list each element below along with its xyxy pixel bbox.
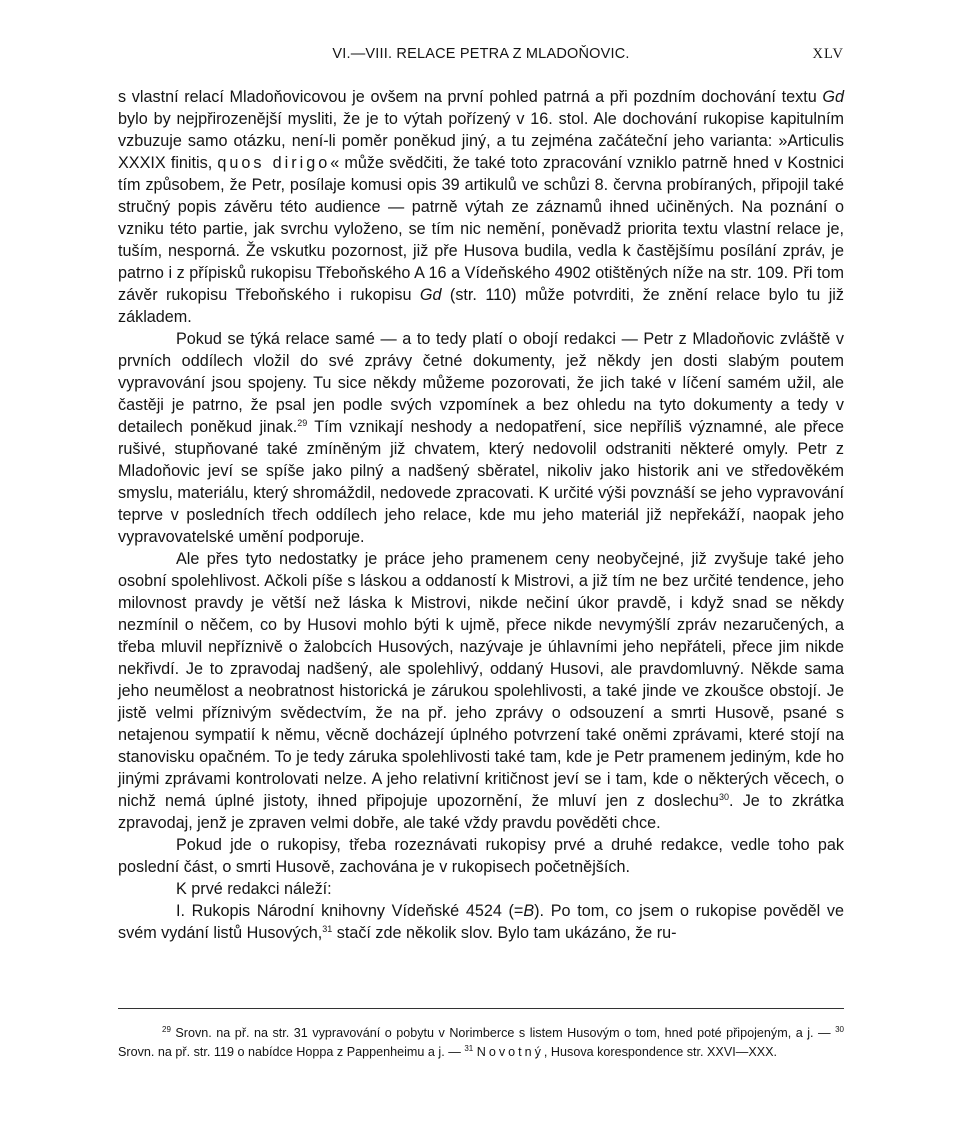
- text-run: « může svědčiti, že také toto zpracování vzniklo patrně hned v Kostnici tím způsobem, že Petr, posílaje komusi opis 39 artikulů ve schůzi 8. června probíraných, připojil také stručný popis závěru této audience — patrně výtah ze záznamů ihned učiněných. Na poznání o vzniku této partie, jak svrchu vyloženo, se tím nic nemění, poněvadž priorita textu vlastní relace je, tuším, nesporná. Že vskutku pozornost, již pře Husova budila, vedla k častějšímu posílání zpráv, je patrno i z přípisků rukopisu Třeboňského A 16 a Vídeňského 4902 otištěných níže na str. 109. Při tom závěr rukopisu Třeboňského i rukopisu: [118, 154, 844, 304]
- paragraph: [118, 878, 844, 900]
- text-run: K prvé redakci náleží:: [176, 880, 332, 898]
- footnote-paragraph: [118, 1024, 844, 1062]
- spaced-text: Novotný: [476, 1045, 544, 1059]
- footnote-ref: 31: [322, 924, 333, 934]
- text-run: , Husova korespondence str. XXVI—XXX.: [543, 1045, 778, 1059]
- paragraph: [118, 86, 844, 328]
- text-run: Srovn. na př. na str. 31 vypravování o pobytu v Norimberce s listem Husovým o tom, hned poté připojeným, a j. —: [170, 1026, 836, 1040]
- text-run: bylo by nejpřirozenější mysliti, že je to výtah pořízený v 16. stol. Ale dochování rukopise kapitulním vzbuzuje samo otázku, není-li poměr poněkud jiný, a tu zejména začáteční jeho varianta: »Articulis XXXIX finitis,: [118, 110, 844, 172]
- paragraph: [118, 328, 844, 548]
- italic-text: Gd: [822, 88, 844, 106]
- text-run: . Je to zkrátka zpravodaj, jenž je zpraven velmi dobře, ale také vždy pravdu pověděti chce.: [118, 792, 844, 832]
- page-number: XLV: [812, 46, 844, 62]
- text-run: Tím vznikají neshody a nedopatření, sice nepříliš významné, ale přece rušivé, stupňované také zmíněným již chvatem, který nedovolil odstraniti některé omyly. Petr z Mladoňovic jeví se spíše jako pilný a nadšený sběratel, nikoliv jako historik ani ve středověkém smyslu, materiálu, který shromáždil, nedovede zpracovati. K určité výši povznáší se jeho vypravování teprve v posledních třech oddílech jeho relace, kde mu jeho materiál již nepřekáží, naopak jeho vypravovatelské umění podporuje.: [118, 418, 844, 546]
- footnote-ref: 30: [835, 1025, 844, 1034]
- header-title: VI.—VIII. RELACE PETRA Z MLADOŇOVIC.: [332, 46, 630, 62]
- italic-text: B: [523, 902, 535, 920]
- body-text: [118, 86, 844, 944]
- text-run: (str. 110) může potvrditi, že znění relace bylo tu již základem.: [118, 286, 844, 326]
- paragraph: [118, 834, 844, 878]
- text-run: Pokud se týká relace samé — a to tedy platí o obojí redakci — Petr z Mladoňovic zvláště v prvních oddílech vložil do své zprávy četné dokumenty, jež někdy jen dosti slabým poutem vypravování jsou spojeny. Tu sice někdy můžeme pozorovati, že jich také v líčení samém užil, ale častěji je patrno, že psal jen podle svých vzpomínek a bez ohledu na tyto dokumenty a tedy v detailech poněkud jinak.: [118, 330, 844, 436]
- italic-text: Gd: [419, 286, 442, 304]
- text-run: I. Rukopis Národní knihovny Vídeňské 4524 (=: [176, 902, 524, 920]
- footnote-ref: 29: [162, 1025, 171, 1034]
- text-run: stačí zde několik slov. Bylo tam ukázáno, že ru-: [332, 924, 677, 942]
- text-run: Ale přes tyto nedostatky je práce jeho pramenem ceny neobyčejné, již zvyšuje také jeho osobní spolehlivost. Ačkoli píše s láskou a oddaností k Mistrovi, a již tím ne bez určité tendence, jeho milovnost pravdy je větší než láska k Mistrovi, nikde nečiní úkor pravdě, i když snad se někdy nezmínil o něčem, co by Husovi mohlo býti k ujmě, přece nikde nevymýšlí zpráv nezaručených, a třeba mluvil nepříznivě o žalobcích Husových, nazývaje je úhlavními jeho nepřáteli, přece jim nikde nekřivdí. Je to zpravodaj nadšený, ale spolehlivý, oddaný Husovi, ale pravdomluvný. Někde sama jeho neumělost a neobratnost historická je zárukou spolehlivosti, a také jinde ve zkoušce obstojí. Je jistě velmi příznivým svědectvím, že na př. jeho zprávy o odsouzení a smrti Husově, psané s netajenou sympatií k němu, věcně docházejí úplného potvrzení také oněmi zprávami, které stojí na stanovisku opačném. To je tedy záruka spolehlivosti také tam, kde je Petr pramenem jediným, kde ho jinými zprávami kontrolovati nelze. A jeho relativní kritičnost jeví se i tam, kde o některých věcech, o nichž nemá úplné jistoty, ihned připojuje upozornění, že mluví jen z doslechu: [118, 550, 844, 810]
- footnote-ref: 30: [718, 792, 729, 802]
- spaced-text: quos dirigo: [217, 154, 331, 172]
- footnote-divider: [118, 1008, 844, 1009]
- text-run: ). Po tom, co jsem o rukopise pověděl ve svém vydání listů Husových,: [118, 902, 844, 942]
- footnote-ref: 31: [464, 1044, 474, 1053]
- footnotes: [118, 1024, 844, 1062]
- running-header: [118, 46, 844, 70]
- footnote-ref: 29: [297, 418, 308, 428]
- paragraph: [118, 548, 844, 834]
- text-run: Pokud jde o rukopisy, třeba rozeznávati rukopisy prvé a druhé redakce, vedle toho pak poslední část, o smrti Husově, zachována je v rukopisech početnějších.: [118, 836, 844, 876]
- paragraph: [118, 900, 844, 944]
- text-run: s vlastní relací Mladoňovicovou je ovšem na první pohled patrná a při pozdním dochování textu: [118, 88, 823, 106]
- text-run: Srovn. na př. str. 119 o nabídce Hoppa z Pappenheimu a j. —: [118, 1045, 465, 1059]
